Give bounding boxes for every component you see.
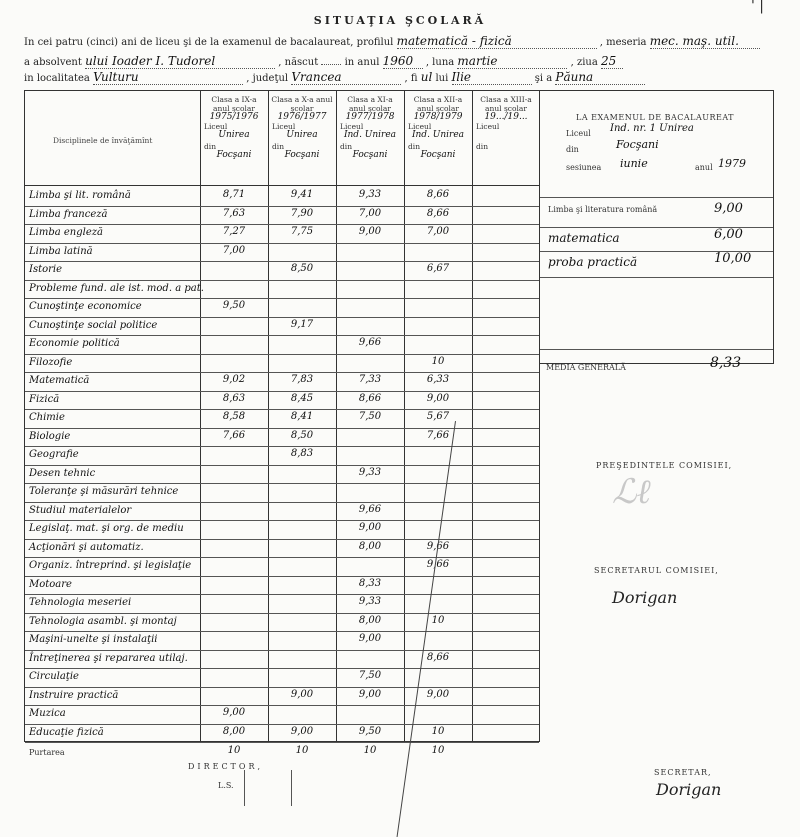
grade-cell: 9,33 <box>358 189 382 200</box>
mama-value: Păuna <box>555 70 645 85</box>
subject-name: Acţionări şi automatiz. <box>29 541 144 553</box>
anul-label: in anul <box>344 57 380 68</box>
bac-exam-subject: proba practică <box>548 255 638 269</box>
row-divider <box>25 224 539 225</box>
column-class-label: Clasa a XI-a anul şcolar <box>347 95 393 113</box>
grade-cell: 10 <box>431 614 445 626</box>
column-liceul-value <box>472 131 540 142</box>
presedinte-label: PREŞEDINTELE COMISIEI, <box>596 461 733 470</box>
anul-value: 1960 <box>383 54 423 69</box>
fiul-value: ul <box>420 70 433 84</box>
grade-cell: 9,00 <box>426 392 450 404</box>
row-divider <box>25 539 539 540</box>
director-label: DIRECTOR, <box>188 762 264 771</box>
grade-cell: 9,00 <box>290 688 314 700</box>
localitatea-value: Vulturu <box>93 70 243 85</box>
column-din-label: din <box>476 142 489 151</box>
subject-name: Organiz. întreprind. şi legislaţie <box>29 560 192 571</box>
grade-cell: 8,66 <box>358 392 382 404</box>
grade-cell: 7,50 <box>358 670 382 681</box>
row-divider <box>25 724 539 725</box>
luna-value: martie <box>457 54 567 69</box>
bac-anul-label: anul <box>695 163 713 172</box>
column-header <box>336 95 404 162</box>
column-class-label: Clasa a XII-a anul şcolar <box>413 95 463 113</box>
grade-cell: 8,71 <box>222 189 246 200</box>
grade-cell: 9,00 <box>290 725 314 737</box>
localitatea-label: in localitatea <box>24 73 90 84</box>
grade-cell: 9,50 <box>358 725 382 737</box>
grade-cell: 8,41 <box>290 411 314 422</box>
bac-anul-value: 1979 <box>718 157 746 170</box>
column-header <box>268 95 336 162</box>
column-din-value: Focşani <box>284 150 320 160</box>
col-divider <box>472 91 473 741</box>
grade-cell: 8,33 <box>358 577 382 589</box>
column-year: 1978/1979 <box>413 112 463 122</box>
column-header <box>404 95 472 162</box>
column-din-value: Focşani <box>420 150 456 160</box>
bac-divider <box>540 349 773 350</box>
ziua-value: 25 <box>601 54 623 69</box>
column-year: 1976/1977 <box>277 112 327 122</box>
secretar-comisie-label: SECRETARUL COMISIEI, <box>594 566 719 575</box>
subject-name: Fizică <box>29 393 60 405</box>
row-divider <box>25 409 539 410</box>
subject-name: Instruire practică <box>29 689 119 701</box>
bac-sesiunea-label: sesiunea <box>566 163 602 172</box>
row-divider <box>25 354 539 355</box>
subject-name: Limba franceză <box>29 208 108 220</box>
subject-name: Chimie <box>29 412 65 423</box>
grade-cell: 9,33 <box>358 466 382 478</box>
column-liceul-value: Unirea <box>218 130 250 140</box>
column-din-label: din <box>340 142 353 151</box>
presedinte-signature: ℒℓ <box>612 472 651 512</box>
bac-sesiunea-value: iunie <box>620 157 648 170</box>
column-header <box>200 95 268 162</box>
grade-cell: 9,66 <box>358 337 382 348</box>
tata-value: Ilie <box>452 70 532 85</box>
row-divider <box>25 317 539 318</box>
row-divider <box>25 650 539 651</box>
subject-name: Toleranţe şi măsurări tehnice <box>29 486 179 497</box>
grade-cell: 8,00 <box>358 614 382 626</box>
grade-cell: 7,27 <box>222 226 246 237</box>
row-divider <box>25 483 539 484</box>
nascut-blank <box>321 52 341 65</box>
row-divider <box>25 335 539 336</box>
fiul-label: , fi <box>404 73 418 84</box>
column-class-label: Clasa a XIII-a anul şcolar <box>480 95 532 113</box>
grade-cell: 7,00 <box>222 244 246 256</box>
bac-liceul-value: Ind. nr. 1 Unirea <box>610 123 694 134</box>
bac-section <box>540 90 774 372</box>
column-liceul-value: Unirea <box>286 130 318 140</box>
column-din-label: din <box>204 142 217 151</box>
judetul-value: Vrancea <box>291 70 401 85</box>
grade-cell: 9,00 <box>222 707 246 718</box>
bac-exam-subject: matematica <box>548 231 620 245</box>
subject-name: Filozofie <box>29 356 73 368</box>
column-liceul-value: Ind. Unirea <box>411 130 465 140</box>
row-divider <box>25 742 539 743</box>
meseria-label: , meseria <box>599 37 647 48</box>
column-din-label: din <box>408 142 421 151</box>
row-divider <box>25 280 539 281</box>
purtarea-grade: 10 <box>227 745 241 756</box>
column-liceul-value: Ind. Unirea <box>343 130 397 140</box>
row-divider <box>25 206 539 207</box>
row-divider <box>25 298 539 299</box>
column-header <box>472 95 540 162</box>
row-divider <box>25 261 539 262</box>
disciplines-header: Disciplinele de învăţămînt <box>53 136 153 145</box>
column-liceul-label: Liceul <box>272 122 296 131</box>
subject-name: Tehnologia asambl. şi montaj <box>29 615 177 627</box>
corner-mark: ' | <box>750 0 764 14</box>
grade-cell: 9,41 <box>290 189 314 200</box>
grade-cell: 9,66 <box>358 503 382 515</box>
grade-cell: 8,45 <box>290 392 314 404</box>
purtarea-grade: 10 <box>295 745 309 756</box>
profil-prefix: In cei patru (cinci) ani de liceu şi de la examenul de bacalaureat, profilul <box>24 37 394 48</box>
row-divider <box>25 502 539 503</box>
grade-cell: 8,66 <box>426 651 450 663</box>
absolvent-value: ului Ioader I. Tudorel <box>85 54 275 69</box>
column-year: 19.../19... <box>484 112 528 122</box>
column-class-label: Clasa a IX-a anul şcolar <box>211 95 257 113</box>
row-divider <box>25 576 539 577</box>
meseria-value: mec. maş. util. <box>650 34 760 49</box>
row-divider <box>25 446 539 447</box>
ls-label: L.S. <box>218 781 234 790</box>
grade-cell: 7,66 <box>222 429 246 441</box>
column-year: 1975/1976 <box>209 112 259 122</box>
row-divider <box>25 594 539 595</box>
subject-name: Legislaţ. mat. şi org. de mediu <box>29 523 184 534</box>
row-divider <box>25 372 539 373</box>
grade-cell: 9,00 <box>358 522 382 533</box>
grade-cell: 9,33 <box>358 596 382 607</box>
grade-cell: 9,00 <box>358 226 382 237</box>
secretar-signature: Dorigan <box>656 780 722 799</box>
row-divider <box>25 687 539 688</box>
grade-cell: 8,00 <box>358 540 382 552</box>
row-divider <box>25 668 539 669</box>
grade-cell: 6,33 <box>426 374 450 385</box>
purtarea-grade: 10 <box>363 745 377 756</box>
row-divider <box>25 391 539 392</box>
grade-cell: 9,17 <box>290 318 314 330</box>
purtarea-label: Purtarea <box>29 748 65 757</box>
purtarea-grade: 10 <box>431 745 445 756</box>
bac-heading: LA EXAMENUL DE BACALAUREAT <box>576 113 735 122</box>
grade-cell: 9,50 <box>222 300 246 311</box>
judetul-label: , judeţul <box>246 73 289 84</box>
grade-cell: 7,83 <box>290 374 314 385</box>
document-title: SITUAŢIA ŞCOLARĂ <box>313 14 487 27</box>
grade-cell: 7,66 <box>426 429 450 441</box>
absolvent-label: a absolvent <box>24 57 82 68</box>
subject-name: Muzica <box>29 708 66 719</box>
grade-cell: 8,50 <box>290 429 314 441</box>
grade-cell: 9,02 <box>222 374 246 385</box>
grade-cell: 10 <box>431 355 445 367</box>
secretar-comisie-signature: Dorigan <box>612 588 678 607</box>
row-divider <box>25 243 539 244</box>
subject-name: Studiul materialelor <box>29 504 132 516</box>
grade-cell: 8,58 <box>222 411 246 422</box>
media-value: 8,33 <box>710 355 742 371</box>
grades-table <box>24 90 540 757</box>
subject-name: Limba engleză <box>29 227 103 238</box>
subject-name: Limba latină <box>29 245 93 257</box>
luna-label: , luna <box>425 57 455 68</box>
subject-name: Biologie <box>29 430 71 442</box>
grade-cell: 9,66 <box>426 559 450 570</box>
grade-cell: 8,50 <box>290 263 314 274</box>
subject-name: Matematică <box>29 375 90 386</box>
bac-divider <box>540 277 773 278</box>
column-liceul-label: Liceul <box>340 122 364 131</box>
header-line-1 <box>24 34 760 49</box>
row-divider <box>25 428 539 429</box>
grade-cell: 9,00 <box>358 688 382 700</box>
column-liceul-label: Liceul <box>476 122 500 131</box>
column-liceul-label: Liceul <box>408 122 432 131</box>
grade-cell: 7,50 <box>358 411 382 422</box>
grade-cell: 8,00 <box>222 725 246 737</box>
grade-cell: 7,00 <box>358 207 382 219</box>
profil-value: matematică - fizică <box>397 34 597 49</box>
bac-liceul-label: Liceul <box>566 129 591 138</box>
subject-name: Motoare <box>29 578 72 590</box>
grade-cell: 6,67 <box>426 263 450 274</box>
subject-name: Cunoştinţe economice <box>29 301 142 312</box>
subject-name: Limba şi lit. română <box>29 190 131 201</box>
grade-cell: 7,00 <box>426 226 450 237</box>
bac-din-value: Focşani <box>616 138 659 151</box>
bac-exam-grade: 9,00 <box>714 201 743 216</box>
row-divider <box>25 520 539 521</box>
column-din-label: din <box>272 142 285 151</box>
bac-exam-grade: 10,00 <box>714 251 752 266</box>
lui-label: lui <box>435 73 449 84</box>
grade-cell: 5,67 <box>426 411 450 422</box>
grade-cell: 9,00 <box>358 633 382 644</box>
grade-cell: 7,33 <box>358 374 382 385</box>
bac-din-label: din <box>566 145 579 154</box>
grade-cell: 9,00 <box>426 688 450 700</box>
bac-exam-grade: 6,00 <box>714 227 743 242</box>
director-signature-mark <box>244 770 292 806</box>
si-a-label: şi a <box>534 73 553 84</box>
row-divider <box>25 465 539 466</box>
subject-name: Circulaţie <box>29 671 79 682</box>
grade-cell: 7,63 <box>222 207 246 219</box>
ziua-label: , ziua <box>570 57 598 68</box>
row-divider <box>25 631 539 632</box>
grade-cell: 8,63 <box>222 392 246 404</box>
subject-name: Geografie <box>29 449 79 460</box>
nascut-label: , născut <box>278 57 319 68</box>
column-class-label: Clasa a X-a anul şcolar <box>271 95 333 113</box>
header-divider <box>25 185 539 186</box>
grade-cell: 8,83 <box>290 448 314 459</box>
subject-name: Economie politică <box>29 338 120 349</box>
grade-cell: 10 <box>431 725 445 737</box>
header-line-2 <box>24 52 623 69</box>
row-divider <box>25 557 539 558</box>
grade-cell: 8,66 <box>426 189 450 200</box>
grade-cell: 7,75 <box>290 226 314 237</box>
subject-name: Probleme fund. ale ist. mod. a pat. <box>29 282 204 294</box>
column-year: 1977/1978 <box>345 112 395 122</box>
column-din-value <box>472 151 540 162</box>
subject-name: Tehnologia meseriei <box>29 597 132 608</box>
header-line-3 <box>24 70 645 85</box>
subject-name: Educaţie fizică <box>29 726 104 738</box>
subject-name: Maşini-unelte şi instalaţii <box>29 634 158 645</box>
secretar-label: SECRETAR, <box>654 768 712 777</box>
grade-cell: 8,66 <box>426 207 450 219</box>
subject-name: Istorie <box>29 264 63 275</box>
row-divider <box>25 613 539 614</box>
subject-name: Întreţinerea şi repararea utilaj. <box>29 652 188 664</box>
subject-name: Cunoştinţe social politice <box>29 319 158 331</box>
grade-cell: 7,90 <box>290 207 314 219</box>
column-liceul-label: Liceul <box>204 122 228 131</box>
bac-divider <box>540 197 773 198</box>
grade-cell: 9,66 <box>426 540 450 552</box>
media-label: MEDIA GENERALĂ <box>546 363 626 372</box>
subject-name: Desen tehnic <box>29 467 96 479</box>
row-divider <box>25 705 539 706</box>
column-din-value: Focşani <box>216 150 252 160</box>
column-din-value: Focşani <box>352 150 388 160</box>
bac-exam-subject: Limba şi literatura română <box>548 205 658 214</box>
